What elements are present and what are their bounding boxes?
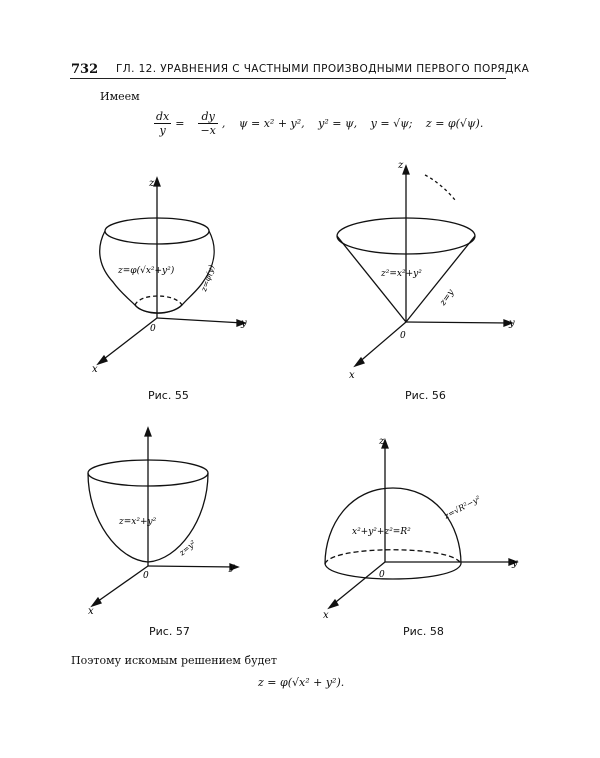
caption-figure-58: Рис. 58 [403, 625, 444, 638]
z-definition: z = φ(√ψ). [425, 117, 484, 130]
running-head: ГЛ. 12. УРАВНЕНИЯ С ЧАСТНЫМИ ПРОИЗВОДНЫМИ ПЕРВОГО ПОРЯДКА [116, 63, 530, 75]
origin-label: 0 [379, 570, 385, 580]
axis-x-label: x [349, 370, 355, 381]
axis-x-label: x [92, 364, 98, 375]
axis-y-label: y [241, 318, 247, 329]
fraction-numerator: dx [156, 110, 170, 123]
final-formula: z = φ(√x² + y²). [258, 676, 345, 689]
origin-label: 0 [400, 331, 406, 341]
fraction-numerator: dy [198, 110, 217, 124]
curve-label: z=y² [177, 538, 198, 558]
fraction-denominator: y [159, 124, 166, 137]
caption-figure-55: Рис. 55 [148, 389, 189, 402]
axis-z-label: z [379, 436, 385, 447]
axis-z-label: z [398, 160, 404, 171]
surface-label: z=x²+y² [119, 517, 157, 527]
caption-figure-57: Рис. 57 [149, 625, 190, 638]
surface-label: x²+y²+z²=R² [352, 527, 411, 537]
psi-definition: ψ = x² + y², [238, 117, 305, 130]
axis-x-label: x [88, 606, 94, 617]
curve-label: z=φ(y) [199, 263, 217, 293]
conclusion-text: Поэтому искомым решением будет [71, 654, 277, 667]
origin-label: 0 [143, 571, 149, 581]
caption-figure-56: Рис. 56 [405, 389, 446, 402]
curve-label: z=y [438, 287, 457, 308]
surface-label: z=φ(√x²+y²) [118, 266, 175, 276]
page-number: 732 [71, 62, 99, 77]
axis-y-label: y [509, 318, 515, 329]
curve-label: z=√R²−y² [442, 494, 482, 521]
axis-y-label: y [512, 558, 518, 569]
surface-label: z²=x²+y² [381, 269, 422, 279]
y-definition: y = √ψ; [370, 117, 413, 130]
origin-label: 0 [150, 324, 156, 334]
y-squared-definition: y² = ψ, [318, 117, 358, 130]
fraction-denominator: −x [200, 124, 216, 137]
axis-y-label: y [229, 562, 235, 573]
characteristic-system: $\frac{dx}{y}$ = $\frac{dy}{-x}$ , ψ = x² + y², y² = ψ, y = √ψ; z = φ(√ψ). [156, 110, 484, 137]
axis-x-label: x [323, 610, 329, 621]
axis-z-label: z [149, 178, 155, 189]
intro-text: Имеем [100, 90, 140, 103]
